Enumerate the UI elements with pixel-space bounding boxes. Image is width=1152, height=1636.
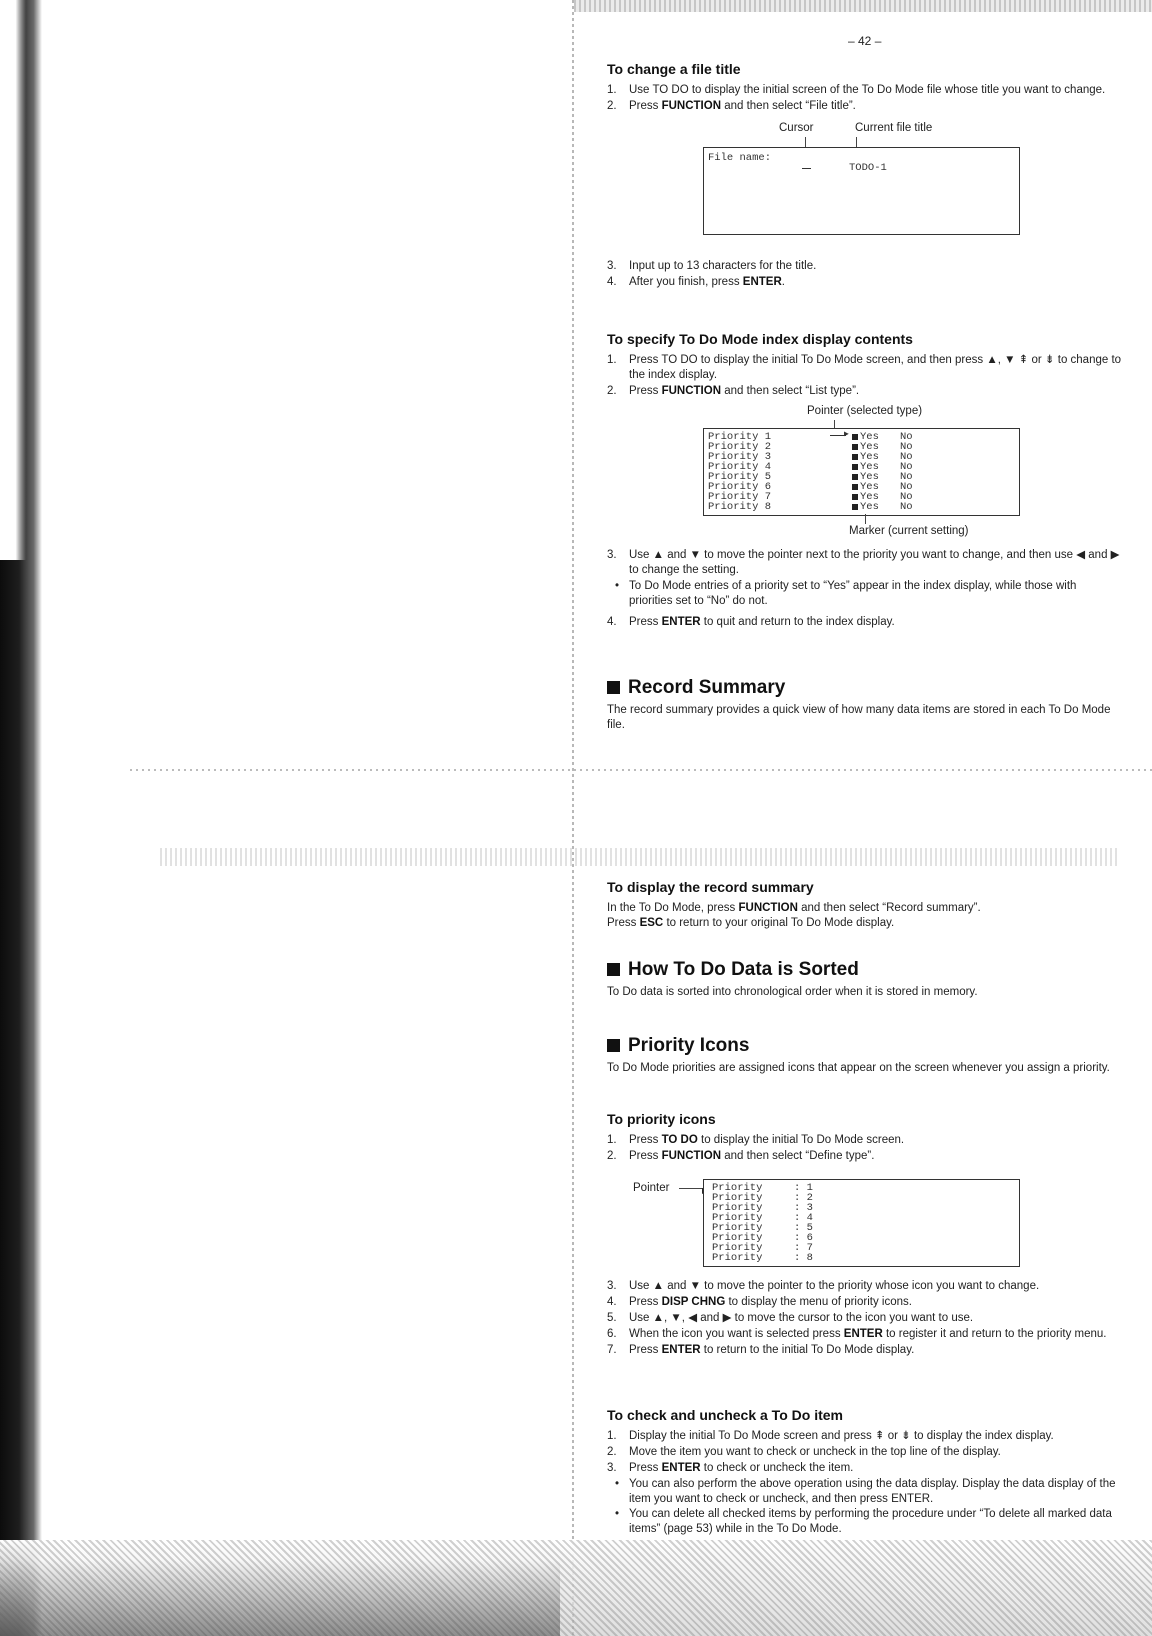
section-heading: To change a file title [607,61,741,77]
option-no: No [900,431,913,443]
step-3: 3. Use ▲ and ▼ to move the pointer next to the priority you want to change, and then use ◀ and ▶ to change the setting. [607,549,1120,576]
marker-icon [852,444,858,450]
option-yes: Yes [860,441,879,453]
step-7: 7. Press ENTER to return to the initial To Do Mode display. [607,1344,915,1356]
marker-icon [852,464,858,470]
priority-value: : 7 [794,1242,813,1254]
define-type-rows [712,1183,1012,1263]
option-no: No [900,481,913,493]
section-heading: To check and uncheck a To Do item [607,1407,843,1423]
option-yes: Yes [860,491,879,503]
priority-name: Priority [712,1222,763,1234]
priority-value: : 1 [794,1182,813,1194]
list-type-screen [703,428,1020,516]
priority-value: : 4 [794,1212,813,1224]
priority-name: Priority 4 [708,461,772,473]
scan-bottom-shadow [0,1560,560,1636]
step-4: 4. Press DISP CHNG to display the menu of priority icons. [607,1296,912,1308]
marker-icon [852,484,858,490]
step-4: 4. After you finish, press ENTER. [607,276,785,288]
section-heading: How To Do Data is Sorted [607,962,1122,977]
screen-file-name-label: File name: [708,152,772,164]
priority-value: : 8 [794,1252,813,1264]
priority-value: : 5 [794,1222,813,1234]
pointer-arrow-icon: ▶ [844,430,849,439]
priority-name: Priority [712,1252,763,1264]
marker-leader-line [865,514,866,524]
step-1: 1. Use TO DO to display the initial screen of the To Do Mode file whose title you want to change. [607,84,1106,96]
scan-top-strip [574,0,1152,12]
section-check-uncheck-item [607,1408,1122,1537]
scan-middle-band-2 [160,848,1120,866]
section-record-summary [607,677,1122,733]
file-name-figure [607,115,1122,237]
priority-name: Priority 1 [708,431,772,443]
option-no: No [900,501,913,513]
option-no: No [900,461,913,473]
cursor-underline [802,168,811,169]
priority-name: Priority [712,1202,763,1214]
option-no: No [900,451,913,463]
step-3: 3. Press ENTER to check or uncheck the item. [607,1462,854,1474]
cursor-label: Cursor [779,122,814,134]
current-title-label: Current file title [855,122,933,134]
step-4: 4. Press ENTER to quit and return to the index display. [607,616,895,628]
step-3: 3. Input up to 13 characters for the title. [607,260,817,272]
line-1: In the To Do Mode, press FUNCTION and then select “Record summary”. [607,902,981,914]
step-1: 1. Press TO DO to display the initial To Do Mode screen, and then press ▲, ▼ ⇞ or ⇟ to change to the index display. [607,354,1122,381]
step-5: 5. Use ▲, ▼, ◀ and ▶ to move the cursor to the icon you want to use. [607,1312,974,1324]
square-bullet-icon [607,681,620,694]
list-type-rows [708,432,1008,512]
pointer-label: Pointer (selected type) [807,405,923,417]
section-heading: Priority Icons [607,1038,1122,1053]
section-body: To Do Mode priorities are assigned icons that appear on the screen whenever you assign a priority. [607,1062,1110,1074]
marker-icon [852,434,858,440]
priority-name: Priority [712,1182,763,1194]
section-body: To Do data is sorted into chronological order when it is stored in memory. [607,986,978,998]
bullet-2: • You can delete all checked items by performing the procedure under “To delete all marked data items” (page 53) while in the To Do Mode. [615,1508,1112,1535]
page-number: – 42 – [848,34,882,48]
screen-file-title-value: TODO-1 [849,162,887,174]
priority-name: Priority 7 [708,491,772,503]
priority-value: : 2 [794,1192,813,1204]
option-yes: Yes [860,501,879,513]
list-type-row [708,502,1008,512]
bullet-1: • You can also perform the above operation using the data display. Display the data display of the item you want to check or uncheck, and then press ENTER. [615,1478,1116,1505]
page-fold-line [572,0,574,1636]
marker-icon [852,494,858,500]
section-heading: To priority icons [607,1111,716,1127]
list-type-figure [607,400,1122,548]
priority-name: Priority 8 [708,501,772,513]
priority-name: Priority [712,1242,763,1254]
scan-middle-band [130,769,1152,771]
marker-icon [852,504,858,510]
option-yes: Yes [860,481,879,493]
square-bullet-icon [607,1039,620,1052]
priority-name: Priority [712,1212,763,1224]
option-no: No [900,491,913,503]
section-heading: Record Summary [607,680,1122,695]
step-2: 2. Move the item you want to check or uncheck in the top line of the display. [607,1446,1001,1458]
priority-name: Priority 2 [708,441,772,453]
step-2: 2. Press FUNCTION and then select “Define type”. [607,1150,875,1162]
square-bullet-icon [607,963,620,976]
section-data-sorted [607,959,1122,1000]
step-2: 2. Press FUNCTION and then select “List type”. [607,385,860,397]
option-no: No [900,441,913,453]
section-display-record-summary [607,880,1122,931]
priority-value: : 6 [794,1232,813,1244]
define-type-figure [607,1165,1122,1279]
section-index-display-contents [607,332,1122,631]
section-change-file-title [607,62,1122,291]
pointer-label: Pointer [633,1182,670,1194]
priority-name: Priority 3 [708,451,772,463]
file-name-screen [703,147,1020,235]
step-3: 3. Use ▲ and ▼ to move the pointer to the priority whose icon you want to change. [607,1280,1040,1292]
priority-name: Priority 5 [708,471,772,483]
priority-name: Priority [712,1192,763,1204]
bullet-1: • To Do Mode entries of a priority set to “Yes” appear in the index display, while those with priorities set to “No” do not. [615,580,1077,607]
marker-label: Marker (current setting) [849,525,969,537]
marker-icon [852,454,858,460]
section-to-priority-icons [607,1112,1122,1359]
scan-left-edge-fade [0,0,26,560]
step-6: 6. When the icon you want is selected press ENTER to register it and return to the priority menu. [607,1328,1107,1340]
section-heading: To specify To Do Mode index display contents [607,331,913,347]
define-type-row [712,1253,1012,1263]
option-yes: Yes [860,451,879,463]
step-1: 1. Display the initial To Do Mode screen and press ⇞ or ⇟ to display the index display. [607,1430,1054,1442]
section-heading: To display the record summary [607,879,814,895]
step-1: 1. Press TO DO to display the initial To Do Mode screen. [607,1134,905,1146]
marker-icon [852,474,858,480]
priority-value: : 3 [794,1202,813,1214]
step-2: 2. Press FUNCTION and then select “File title”. [607,100,856,112]
option-yes: Yes [860,471,879,483]
option-yes: Yes [860,461,879,473]
option-yes: Yes [860,431,879,443]
priority-name: Priority [712,1232,763,1244]
section-body: The record summary provides a quick view of how many data items are stored in each To Do Mode file. [607,704,1111,731]
section-priority-icons [607,1035,1122,1076]
line-2: Press ESC to return to your original To Do Mode display. [607,917,895,929]
option-no: No [900,471,913,483]
priority-name: Priority 6 [708,481,772,493]
define-type-screen [703,1179,1020,1267]
